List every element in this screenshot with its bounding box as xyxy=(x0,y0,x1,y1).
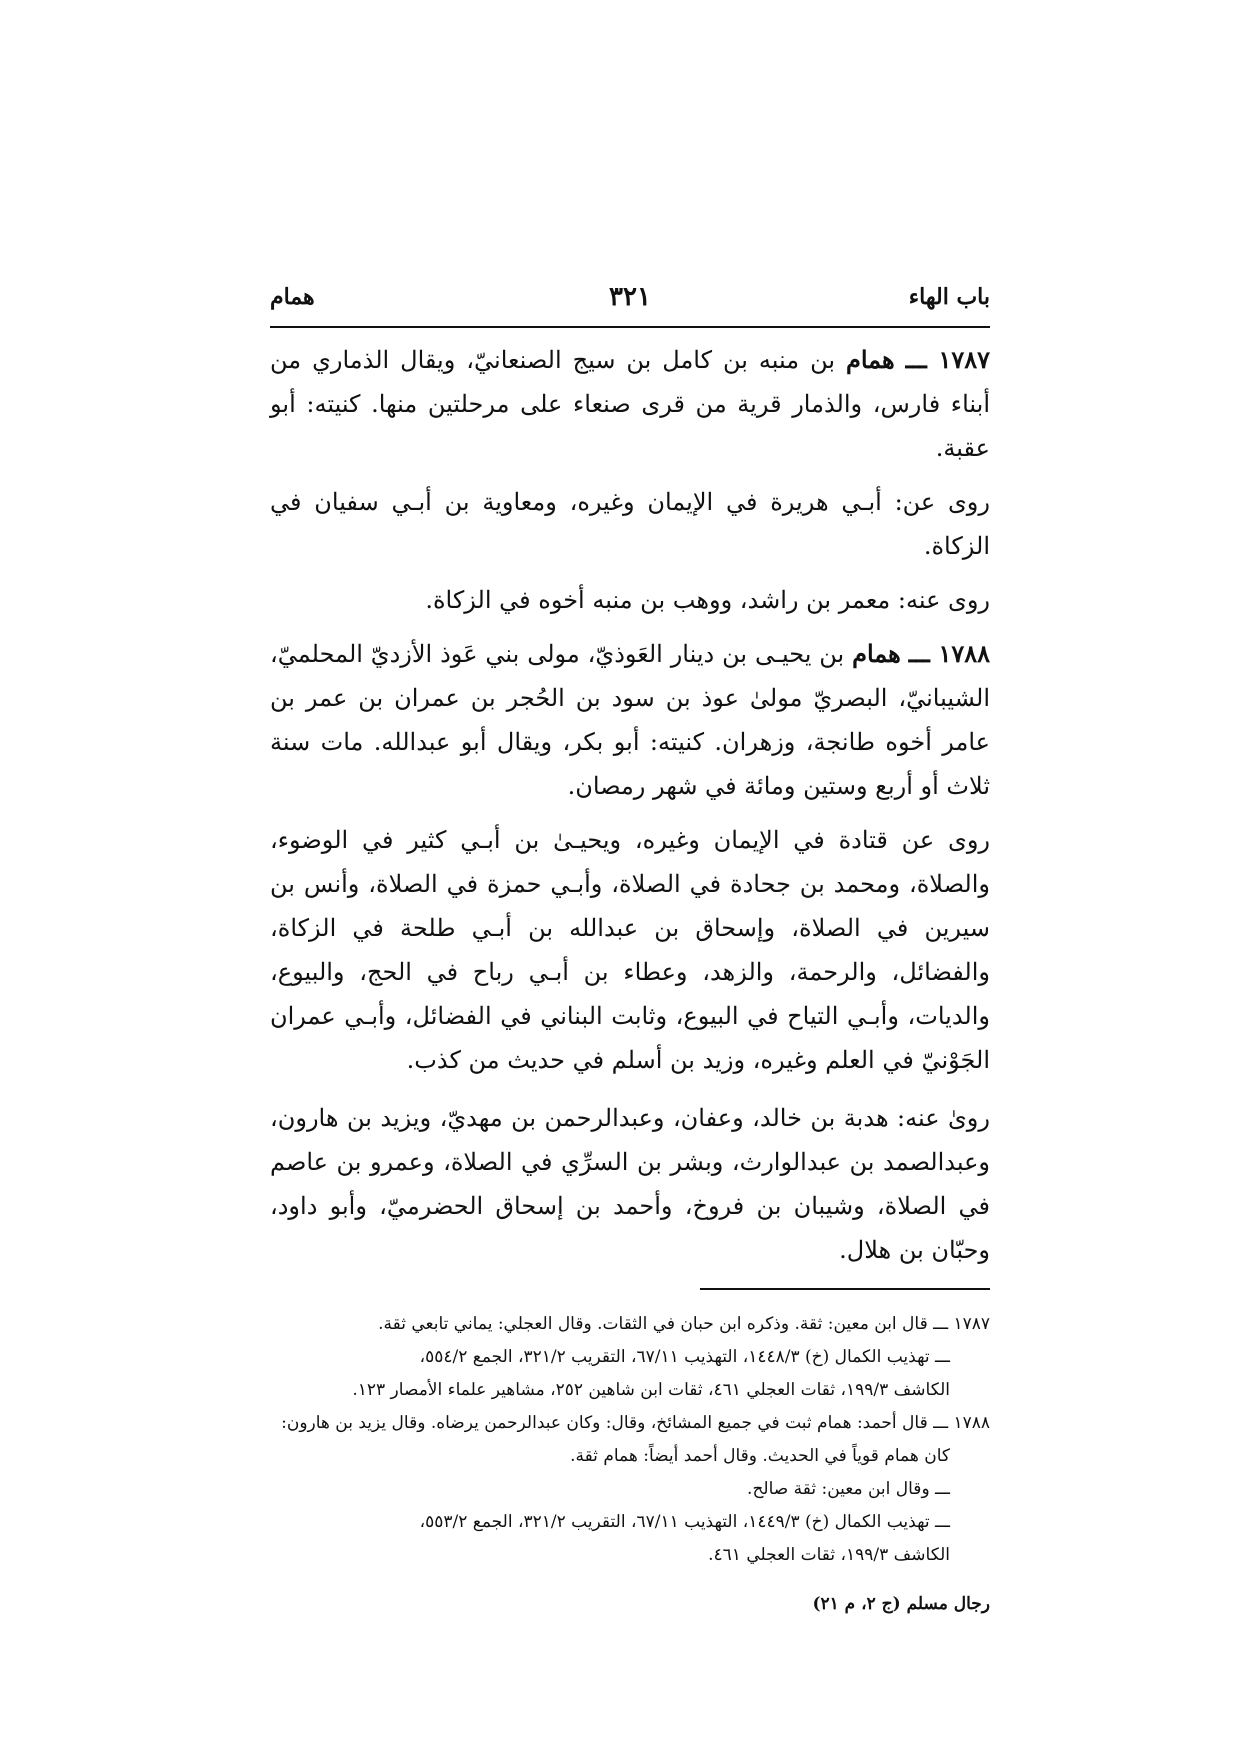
footnote-line: ١٧٨٨ ـــ قال أحمد: همام ثبت في جميع المشائخ، وقال: وكان عبدالرحمن يرضاه. وقال يزيد بن هارون: xyxy=(281,1413,990,1433)
entry-1787-narrated-by: روى عنه: معمر بن راشد، ووهب بن منبه أخوه في الزكاة. xyxy=(425,586,990,614)
footnotes xyxy=(270,1308,990,1572)
main-text xyxy=(270,338,990,1272)
entry-name: همام xyxy=(846,345,895,374)
footnote-line: ـــ وقال ابن معين: ثقة صالح. xyxy=(747,1479,950,1499)
running-head-name: همام xyxy=(270,284,315,310)
entry-name: همام xyxy=(852,639,901,668)
entry-1788-narrated-by: رویٰ عنه: هدبة بن خالد، وعفان، وعبدالرحمن بن مهديّ، ويزيد بن هارون، وعبدالصمد بن عبدالوارث، وبشر بن السرِّي في الصلاة، وعمرو بن عاصم في الصلاة، وشيبان بن فروخ، وأحمد بن إسحاق الحضرميّ، وأبو داود، وحبّان بن هلال. xyxy=(270,1104,990,1264)
footnote-line: ١٧٨٧ ـــ قال ابن معين: ثقة. وذكره ابن حبان في الثقات. وقال العجلي: يماني تابعي ثقة. xyxy=(378,1314,990,1334)
entry-1787-bio xyxy=(270,338,990,470)
footnote-line: كان همام قوياً في الحديث. وقال أحمد أيضاً: همام ثقة. xyxy=(570,1446,950,1466)
footnote-line: ـــ تهذيب الكمال (خ) ١٤٤٩/٣، التهذيب ٦٧/١١، التقريب ٣٢١/٢، الجمع ٥٥٣/٢، xyxy=(419,1512,950,1532)
entry-number: ١٧٨٨ ـــ xyxy=(908,639,990,668)
book-page xyxy=(270,282,990,1614)
footnote-rule xyxy=(700,1288,990,1290)
page-number: ٣٢١ xyxy=(609,282,651,312)
entry-number: ١٧٨٧ ـــ xyxy=(905,345,991,374)
footnote-line: الكاشف ١٩٩/٣، ثقات العجلي ٤٦١. xyxy=(708,1545,950,1565)
page-header xyxy=(270,282,990,328)
entry-1788-narrated-from: روى عن قتادة في الإيمان وغيره، ويحيـىٰ بن أبـي كثير في الوضوء، والصلاة، ومحمد بن جحادة في الصلاة، وأبـي حمزة في الصلاة، وأنس بن سيرين في الصلاة، وإسحاق بن عبدالله بن أبـي طلحة في الزكاة، والفضائل، والرحمة، والزهد، وعطاء بن أبـي رباح في الحج، والبيوع، والديات، وأبـي التياح في البيوع، وثابت البناني في الفضائل، وأبـي عمران الجَوْنيّ في العلم وغيره، وزيد بن أسلم في حديث من كذب. xyxy=(270,826,990,1074)
printer-signature: رجال مسلم (ج ٢، م ٢١) xyxy=(812,1594,990,1614)
chapter-title: باب الهاء xyxy=(908,284,990,310)
footnote-line: ـــ تهذيب الكمال (خ) ١٤٤٨/٣، التهذيب ٦٧/١١، التقريب ٣٢١/٢، الجمع ٥٥٤/٢، xyxy=(419,1347,950,1367)
footnote-separator xyxy=(270,1288,990,1290)
entry-1787-narrated-from: روى عن: أبـي هريرة في الإيمان وغيره، ومعاوية بن أبـي سفيان في الزكاة. xyxy=(270,488,990,560)
entry-bio-text: بن يحيـى بن دينار العَوذيّ، مولى بني عَوذ الأزديّ المحلميّ، الشيبانيّ، البصريّ مولىٰ عوذ بن سود بن الحُجر بن عمران بن عمر بن عامر أخوه طانجة، وزهران. كنيته: أبو بكر، ويقال أبو عبدالله. مات سنة ثلاث أو أربع وستين ومائة في شهر رمصان. xyxy=(270,640,990,800)
entry-bio-text: بن منبه بن كامل بن سيج الصنعانيّ، ويقال الذماري من أبناء فارس، والذمار قرية من قرى صنعاء على مرحلتين منها. كنيته: أبو عقبة. xyxy=(270,346,990,462)
entry-1788-bio xyxy=(270,632,990,808)
footnote-line: الكاشف ١٩٩/٣، ثقات العجلي ٤٦١، ثقات ابن شاهين ٢٥٢، مشاهير علماء الأمصار ١٢٣. xyxy=(352,1380,950,1400)
